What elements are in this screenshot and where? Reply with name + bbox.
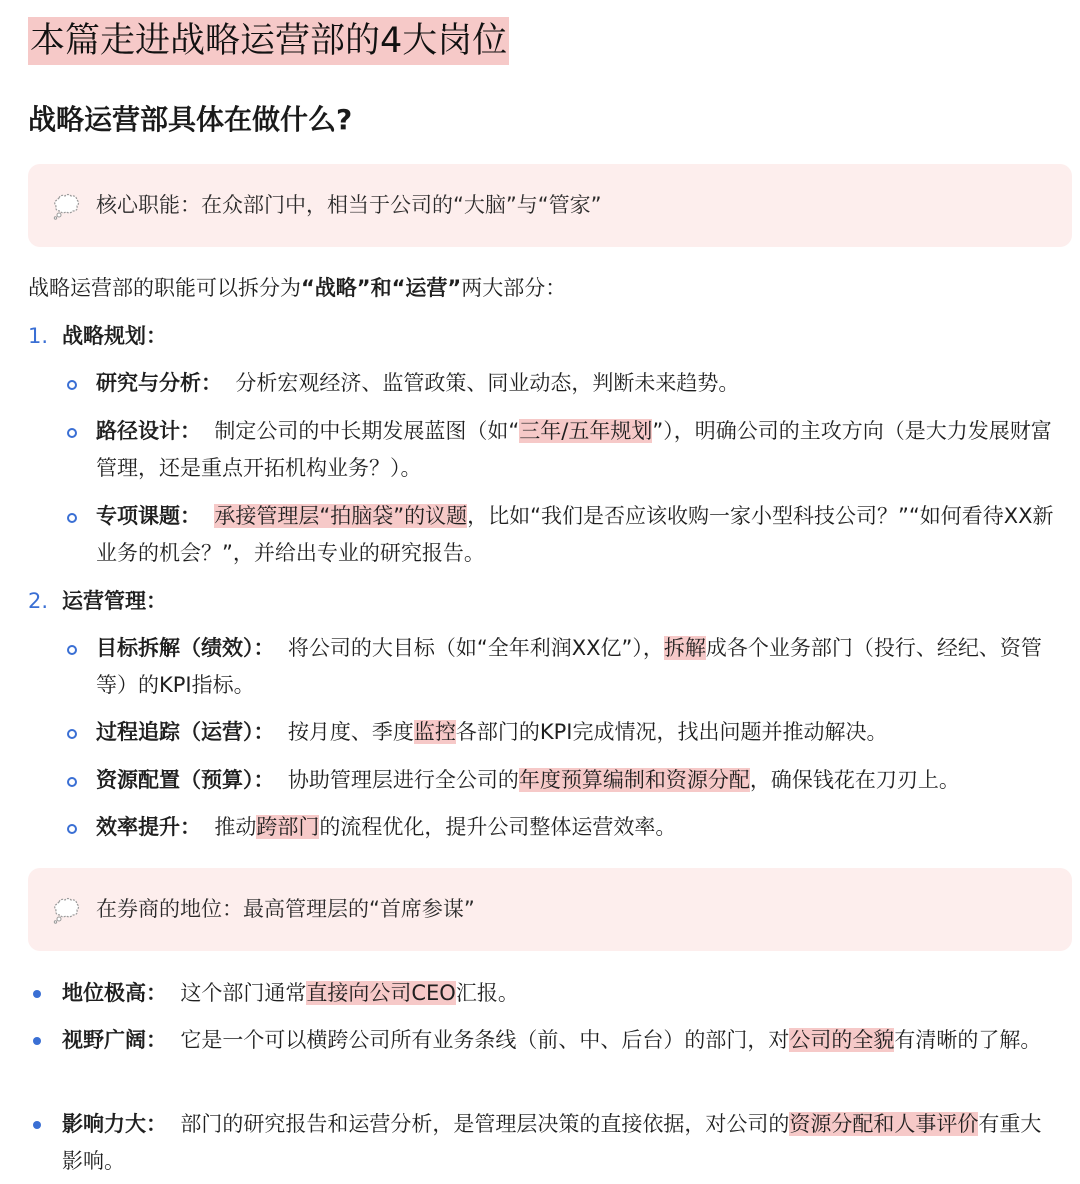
bullet-dot — [33, 1037, 41, 1045]
bullet-dot — [33, 990, 41, 998]
intro-paragraph: 战略运营部的职能可以拆分为“战略”和“运营”两大部分： — [28, 276, 567, 300]
list-item: 影响力大： 部门的研究报告和运营分析，是管理层决策的直接依据，对公司的资源分配和人事评价有重大影响。 — [62, 1112, 1042, 1173]
list-item: 专项课题： 承接管理层“拍脑袋”的议题，比如“我们是否应该收购一家小型科技公司？”“如何看待XX新业务的机会？”，并给出专业的研究报告。 — [96, 504, 1054, 565]
bullet-circle — [67, 729, 77, 739]
thought-bubble-icon — [52, 192, 82, 220]
bullet-circle — [67, 824, 77, 834]
list-item: 效率提升： 推动跨部门的流程优化，提升公司整体运营效率。 — [96, 815, 677, 839]
list-item: 研究与分析： 分析宏观经济、监管政策、同业动态，判断未来趋势。 — [96, 371, 740, 395]
bullet-dot — [33, 1121, 41, 1129]
list-item: 视野广阔： 它是一个可以横跨公司所有业务条线（前、中、后台）的部门，对公司的全貌有清晰的了解。 — [62, 1028, 1042, 1052]
section-label-strategy: 战略规划： — [62, 324, 167, 348]
bullet-circle — [67, 777, 77, 787]
list-number: 1. — [28, 324, 49, 348]
bullet-circle — [67, 513, 77, 523]
list-item: 资源配置（预算）： 协助管理层进行全公司的年度预算编制和资源分配，确保钱花在刀刃上。 — [96, 768, 960, 792]
list-item: 路径设计： 制定公司的中长期发展蓝图（如“三年/五年规划”），明确公司的主攻方向（是大力发展财富管理，还是重点开拓机构业务？）。 — [96, 419, 1052, 480]
callout-text: 核心职能：在众部门中，相当于公司的“大脑”与“管家” — [96, 193, 602, 217]
list-item: 地位极高： 这个部门通常直接向公司CEO汇报。 — [62, 981, 519, 1005]
thought-bubble-icon — [52, 896, 82, 924]
callout-text: 在券商的地位：最高管理层的“首席参谋” — [96, 897, 475, 921]
section-heading: 战略运营部具体在做什么? — [28, 103, 353, 136]
bullet-circle — [67, 428, 77, 438]
bullet-circle — [67, 380, 77, 390]
list-item: 目标拆解（绩效）： 将公司的大目标（如“全年利润XX亿”），拆解成各个业务部门（投行、经纪、资管等）的KPI指标。 — [96, 636, 1042, 697]
list-item: 过程追踪（运营）： 按月度、季度监控各部门的KPI完成情况，找出问题并推动解决。 — [96, 720, 888, 744]
bullet-circle — [67, 645, 77, 655]
page-title: 本篇走进战略运营部的4大岗位 — [28, 17, 509, 65]
section-label-operations: 运营管理： — [62, 589, 167, 613]
list-number: 2. — [28, 589, 49, 613]
callout-status — [28, 868, 1072, 951]
callout-core-function — [28, 164, 1072, 247]
intro-bold: “战略”和“运营” — [301, 276, 462, 300]
